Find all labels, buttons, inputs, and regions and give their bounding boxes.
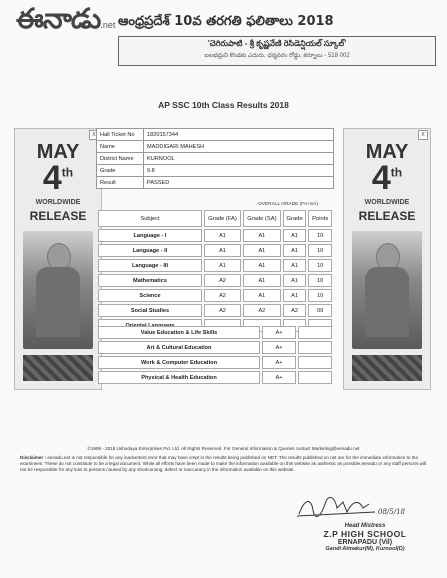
- table-row: [98, 259, 332, 272]
- table-row: [98, 229, 332, 242]
- ad-close-icon[interactable]: x: [89, 130, 99, 140]
- col-grade: Grade: [283, 210, 307, 227]
- info-label: District Name: [97, 153, 144, 165]
- signature-date: 08/5/18: [378, 508, 405, 516]
- col-grade-sa: Grade (SA): [243, 210, 281, 227]
- activity-cell: Value Education & Life Skills: [98, 326, 260, 339]
- school-banner: [118, 36, 436, 66]
- activity-grade-cell: A+: [262, 341, 296, 354]
- co-curricular-table: [96, 324, 334, 386]
- info-label: Hall Ticket No: [97, 129, 144, 141]
- ad-close-icon[interactable]: x: [418, 130, 428, 140]
- ad-banner-right[interactable]: [343, 128, 431, 390]
- points-cell: 10: [308, 229, 332, 242]
- sa-cell: A2: [243, 304, 281, 317]
- empty-cell: [298, 371, 332, 384]
- points-cell: 10: [308, 289, 332, 302]
- table-row: [98, 274, 332, 287]
- result-value: PASSED: [144, 177, 334, 189]
- col-subject: Subject: [98, 210, 202, 227]
- ad-movie-logo-image: [352, 355, 422, 381]
- grade-value: 9.8: [144, 165, 334, 177]
- table-row: [98, 304, 332, 317]
- ad-line1: WORLDWIDE: [35, 199, 81, 206]
- info-row-hall-ticket: [97, 129, 334, 141]
- points-cell: 10: [308, 274, 332, 287]
- info-row-result: [97, 177, 334, 189]
- col-grade-fa: Grade (FA): [204, 210, 241, 227]
- sa-cell: A1: [243, 289, 281, 302]
- sa-cell: A1: [243, 229, 281, 242]
- ad-line1: WORLDWIDE: [364, 199, 410, 206]
- disclaimer: [20, 455, 430, 473]
- activity-cell: Work & Computer Education: [98, 356, 260, 369]
- activity-cell: Art & Cultural Education: [98, 341, 260, 354]
- table-row: [98, 341, 332, 354]
- ad-month: MAY: [36, 141, 80, 163]
- subject-cell: Mathematics: [98, 274, 202, 287]
- school-stamp: [300, 523, 430, 552]
- info-row-grade: [97, 165, 334, 177]
- points-cell: 09: [308, 304, 332, 317]
- header-title: ఆంధ్రప్రదేశ్ 10వ తరగతి ఫలితాలు 2018: [118, 14, 334, 29]
- fa-cell: A1: [204, 229, 241, 242]
- table-row: [98, 356, 332, 369]
- ad-month: MAY: [365, 141, 409, 163]
- ad-line2: RELEASE: [358, 209, 416, 223]
- activity-grade-cell: A+: [262, 356, 296, 369]
- fa-cell: A1: [204, 259, 241, 272]
- empty-cell: [298, 341, 332, 354]
- ad-actor-image: [352, 231, 422, 349]
- stamp-line4: Gandi Atmakur(M), Kurnool(D): [325, 546, 405, 552]
- info-label: Result: [97, 177, 144, 189]
- sa-cell: A1: [243, 274, 281, 287]
- ad-banner-left[interactable]: [14, 128, 102, 390]
- ad-movie-logo-image: [23, 355, 93, 381]
- school-name: 'చెగిరుపాటి - శ్రీ కృష్ణవేణి రెసిడెన్షియల్ స్కూల్': [207, 39, 347, 48]
- sa-cell: A1: [243, 259, 281, 272]
- page-title: AP SSC 10th Class Results 2018: [158, 100, 289, 110]
- grade-cell: A1: [283, 289, 307, 302]
- fa-cell: A2: [204, 304, 241, 317]
- overall-grade-caption: OVERALL GRADE (FA+SA): [258, 202, 318, 207]
- student-info-table: [96, 128, 334, 189]
- name-value: MADDIGARI MAHESH: [144, 141, 334, 153]
- subject-cell: Science: [98, 289, 202, 302]
- school-address: బలభద్రుని కొండకు ఎదురు, ధర్మవరం రోడ్డు, కర్నూలు - 518 002: [204, 53, 350, 59]
- ad-actor-image: [23, 231, 93, 349]
- grade-cell: A1: [283, 244, 307, 257]
- grade-cell: A2: [283, 304, 307, 317]
- grade-cell: A1: [283, 259, 307, 272]
- info-label: Name: [97, 141, 144, 153]
- subject-cell: Language - I: [98, 229, 202, 242]
- ad-day: 4: [42, 159, 62, 197]
- info-row-name: [97, 141, 334, 153]
- grade-cell: A1: [283, 229, 307, 242]
- empty-cell: [298, 356, 332, 369]
- stamp-line2: Z.P HIGH SCHOOL: [323, 529, 407, 539]
- table-row: [98, 371, 332, 384]
- info-label: Grade: [97, 165, 144, 177]
- stamp-line1: Head Mistress: [344, 523, 386, 529]
- ad-day-suffix: th: [390, 165, 403, 180]
- table-row: [98, 244, 332, 257]
- points-cell: 10: [308, 244, 332, 257]
- empty-cell: [298, 326, 332, 339]
- logo-mark: ఈనాడు: [16, 2, 101, 35]
- info-row-district: [97, 153, 334, 165]
- subject-cell: Social Studies: [98, 304, 202, 317]
- disclaimer-text: eenadu.net is not responsible for any inadvertent error that may have crept in the results being published on NET. The results published on net are for the immediate information to the examinees. These do not constitute to be a legal document. While all efforts have been made to make the information available on this website as authentic as possible,eenadu or any staff persons will not be responsible for any loss to persons caused by any shortcoming, defect or inaccuracy in the information available on this website.: [20, 455, 427, 472]
- sa-cell: A1: [243, 244, 281, 257]
- hall-ticket-value: 1820157344: [144, 129, 334, 141]
- activity-grade-cell: A+: [262, 326, 296, 339]
- ad-day-suffix: th: [61, 165, 74, 180]
- ad-day: 4: [371, 159, 391, 197]
- logo-suffix: .net: [100, 20, 116, 30]
- activity-cell: Physical & Health Education: [98, 371, 260, 384]
- signature-image: [295, 494, 405, 520]
- copyright-text: ©1999 - 2018 Ushodaya Enterprises Pvt. Ltd. All Rights Reserved. For General Information & Queries contact Marketing@eenadu.net: [87, 446, 360, 451]
- stamp-line3: ERNAPADU (Vil): [337, 539, 393, 546]
- points-cell: 10: [308, 259, 332, 272]
- fa-cell: A1: [204, 244, 241, 257]
- fa-cell: A2: [204, 289, 241, 302]
- subject-cell: Language - III: [98, 259, 202, 272]
- table-row: [98, 326, 332, 339]
- disclaimer-label: Disclaimer :: [20, 455, 47, 460]
- district-value: KURNOOL: [144, 153, 334, 165]
- table-row: [98, 289, 332, 302]
- marks-table: [96, 208, 334, 334]
- ad-line2: RELEASE: [29, 209, 87, 223]
- activity-grade-cell: A+: [262, 371, 296, 384]
- col-points: Points: [308, 210, 332, 227]
- subject-cell: Language - II: [98, 244, 202, 257]
- marks-header-row: [98, 210, 332, 227]
- grade-cell: A1: [283, 274, 307, 287]
- fa-cell: A2: [204, 274, 241, 287]
- eenadu-logo[interactable]: [16, 2, 116, 46]
